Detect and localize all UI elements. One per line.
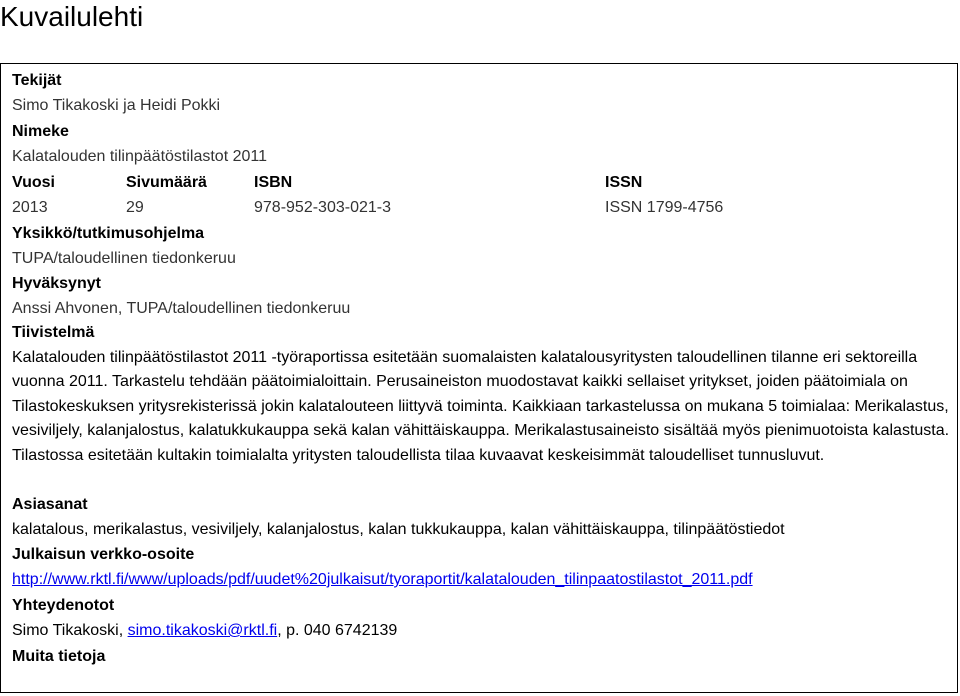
issn-value: ISSN 1799-4756 <box>605 199 724 216</box>
pages-label: Sivumäärä <box>126 174 207 191</box>
other-label: Muita tietoja <box>12 648 106 665</box>
page-title: Kuvailulehti <box>0 1 144 32</box>
unit-label: Yksikkö/tutkimusohjelma <box>12 225 205 242</box>
year-value: 2013 <box>12 199 48 216</box>
approved-value: Anssi Ahvonen, TUPA/taloudellinen tiedonkeruu <box>12 300 351 317</box>
name-label: Nimeke <box>12 123 69 140</box>
abstract-label: Tiivistelmä <box>12 324 95 341</box>
contact-label: Yhteydenotot <box>12 597 115 614</box>
year-label: Vuosi <box>12 174 55 191</box>
name-value: Kalatalouden tilinpäätöstilastot 2011 <box>12 148 267 165</box>
approved-label: Hyväksynyt <box>12 275 101 292</box>
web-label: Julkaisun verkko-osoite <box>12 546 195 563</box>
pages-value: 29 <box>126 199 144 216</box>
authors-value: Simo Tikakoski ja Heidi Pokki <box>12 97 221 114</box>
contact-row <box>12 619 397 643</box>
authors-label: Tekijät <box>12 72 62 89</box>
issn-label: ISSN <box>605 174 643 191</box>
contact-name: Simo Tikakoski, <box>12 622 128 639</box>
description-sheet <box>0 63 958 693</box>
abstract-text <box>12 346 950 468</box>
unit-value: TUPA/taloudellinen tiedonkeruu <box>12 250 236 267</box>
keywords-value: kalatalous, merikalastus, vesiviljely, kalanjalostus, kalan tukkukauppa, kalan vähittäiskauppa, tilinpäätöstiedot <box>12 521 785 538</box>
contact-email-link[interactable]: simo.tikakoski@rktl.fi <box>127 622 278 639</box>
contact-phone: , p. 040 6742139 <box>277 622 398 639</box>
keywords-label: Asiasanat <box>12 496 88 513</box>
web-url-row <box>12 568 753 592</box>
web-url-link[interactable]: http://www.rktl.fi/www/uploads/pdf/uudet%20julkaisut/tyoraportit/kalatalouden_tilinpaatostilastot_2011.pdf <box>12 571 753 588</box>
isbn-label: ISBN <box>254 174 293 191</box>
isbn-value: 978-952-303-021-3 <box>254 199 391 216</box>
abstract-paragraph: Kalatalouden tilinpäätöstilastot 2011 -työraportissa esitetään suomalaisten kalatalousyritysten taloudellinen tilanne eri sektoreilla vuonna 2011. Tarkastelu tehdään päätoimialoittain. Perusaineiston muodostavat kaikki sellaiset yritykset, joiden päätoimiala on Tilastokeskuksen yritysrekisterissä jokin kalatalouteen liittyvä toiminta. Kaikkiaan tarkastelussa on mukana 5 toimialaa: Merikalastus, vesiviljely, kalanjalostus, kalatukkukauppa sekä kalan vähittäiskauppa. Merikalastusaineisto sisältää myös pienimuotoista kalastusta. Tilastossa esitetään kultakin toimialalta yritysten taloudellista tilaa kuvaavat keskeisimmät taloudelliset tunnusluvut. <box>12 349 950 464</box>
